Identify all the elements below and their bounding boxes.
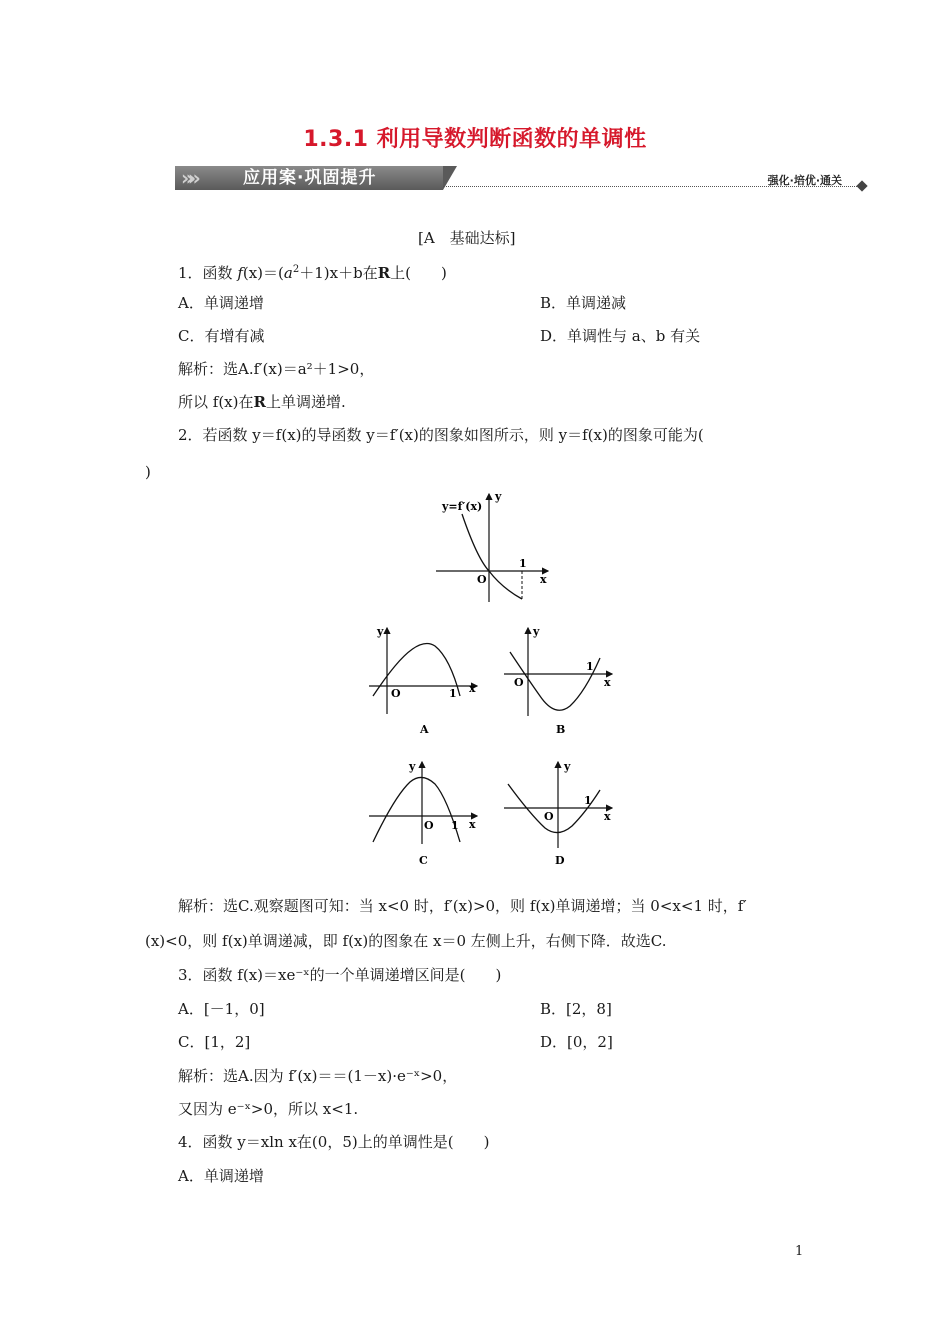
q4-stem: 4．函数 y＝xln x在(0，5)上的单调性是( ) — [178, 1133, 490, 1151]
q3-solution-line1: 解析：选A.因为 f′(x)＝＝(1－x)·e⁻ˣ>0， — [178, 1067, 458, 1085]
option-d-origin: O — [544, 810, 554, 823]
q1-option-d: D．单调性与 a、b 有关 — [540, 327, 701, 345]
option-a-origin: O — [391, 687, 401, 700]
option-c-label: C — [419, 854, 428, 867]
chevron-right-icon: »» — [181, 166, 195, 190]
q1-solution-line1: 解析：选A.f′(x)＝a²＋1>0， — [178, 360, 375, 378]
q1-stem: 1．函数 $f(x)=(a^2+1)x+b$在R上( ) — [178, 264, 447, 282]
section-banner — [175, 163, 870, 193]
q3-stem: 3．函数 f(x)＝xe⁻ˣ的一个单调递增区间是( ) — [178, 966, 502, 984]
option-b-axis-y: y — [533, 625, 540, 638]
banner-label-right: 强化·培优·通关 — [767, 174, 842, 187]
option-d-axis-y: y — [564, 760, 571, 773]
option-b-tick-one: 1 — [586, 660, 594, 673]
option-b-axis-x: x — [604, 676, 611, 689]
axis-y-label: y — [495, 490, 502, 503]
q2-stem-line1: 2．若函数 y＝f(x)的导函数 y＝f′(x)的图象如图所示，则 y＝f(x)的图象可能为( — [178, 426, 704, 444]
q3-option-a: A．[－1，0] — [178, 1000, 265, 1018]
axis-x-label: x — [540, 573, 547, 586]
q1-option-b: B．单调递减 — [540, 294, 627, 312]
option-graph-d — [500, 756, 618, 871]
option-d-tick-one: 1 — [584, 794, 592, 807]
option-c-tick-one: 1 — [451, 819, 459, 832]
q1-option-a: A．单调递增 — [178, 294, 264, 312]
option-c-origin: O — [424, 819, 434, 832]
q3-option-d: D．[0，2] — [540, 1033, 613, 1051]
q3-option-c: C．[1，2] — [178, 1033, 251, 1051]
option-c-axis-y: y — [409, 760, 416, 773]
option-graph-a — [365, 622, 483, 740]
tick-one-label: 1 — [519, 557, 527, 570]
q1-solution-line2: 所以 f(x)在R上单调递增. — [178, 393, 346, 411]
diamond-icon — [856, 180, 867, 191]
option-graph-b — [500, 622, 618, 740]
derivative-graph — [432, 488, 557, 606]
option-d-axis-x: x — [604, 810, 611, 823]
q2-solution-line1: 解析：选C.观察题图可知：当 x<0 时，f′(x)>0，则 f(x)单调递增；当 0<x<1 时，f′ — [178, 897, 747, 915]
q2-stem-line2: ) — [145, 463, 151, 481]
q1-option-c: C．有增有减 — [178, 327, 265, 345]
option-c-axis-x: x — [469, 818, 476, 831]
page-title: 1.3.1 利用导数判断函数的单调性 — [303, 127, 647, 152]
option-a-axis-x: x — [469, 682, 476, 695]
q3-solution-line2: 又因为 e⁻ˣ>0，所以 x<1. — [178, 1100, 359, 1118]
graph-main-label: y=f′(x) — [442, 500, 483, 513]
page-number: 1 — [795, 1244, 804, 1259]
option-b-origin: O — [514, 676, 524, 689]
option-d-label: D — [555, 854, 565, 867]
option-graph-c — [365, 756, 483, 871]
section-heading: [A 基础达标] — [418, 229, 516, 247]
origin-label: O — [477, 573, 487, 586]
q3-option-b: B．[2，8] — [540, 1000, 612, 1018]
option-a-label: A — [420, 723, 429, 736]
option-b-label: B — [556, 723, 566, 736]
option-a-tick-one: 1 — [449, 687, 457, 700]
banner-label-left: 应用案·巩固提升 — [243, 168, 377, 188]
option-a-axis-y: y — [377, 625, 384, 638]
q2-solution-line2: (x)<0，则 f(x)单调递减，即 f(x)的图象在 x＝0 左侧上升，右侧下降．故选C. — [145, 932, 667, 950]
q4-option-a: A．单调递增 — [178, 1167, 264, 1185]
